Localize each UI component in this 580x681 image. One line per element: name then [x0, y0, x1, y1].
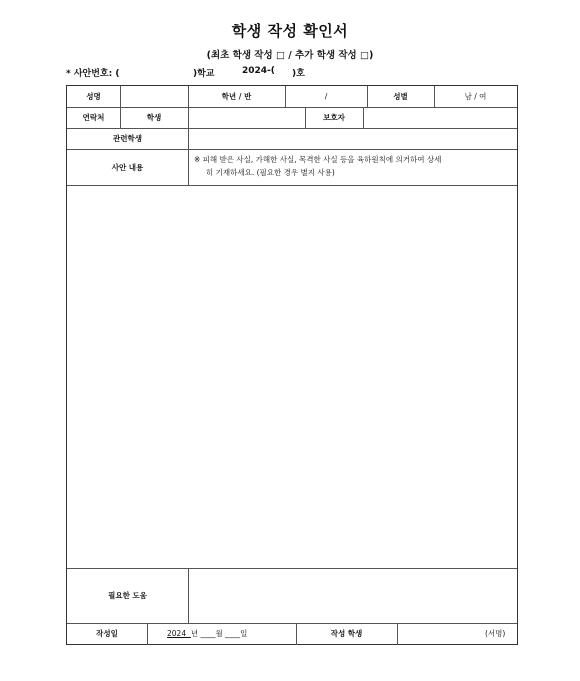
date-day-unit: 일: [240, 629, 248, 638]
grade-class-separator: /: [324, 92, 328, 101]
date-label: 작성일: [96, 629, 118, 638]
form-table: [66, 85, 518, 645]
incident-instruction-line1: ※ 피해 받은 사실, 가해한 사실, 목격한 사실 등을 육하원칙에 의거하여 상세: [194, 155, 442, 164]
date-year: 2024: [167, 629, 187, 638]
case-number-line: [66, 66, 516, 80]
name-label: 성명: [86, 92, 101, 101]
contact-guardian-label: 보호자: [323, 113, 345, 122]
date-month-unit: 월: [215, 629, 223, 638]
case-number-label: * 사안번호: (: [66, 69, 120, 79]
contact-student-label: 학생: [146, 113, 162, 122]
contact-label: 연락처: [82, 113, 105, 122]
form-title: 학생 작성 확인서: [231, 22, 349, 40]
incident-instruction-line2: 히 기재하세요. (필요한 경우 별지 사용): [206, 168, 335, 177]
school-label: )학교: [193, 69, 215, 79]
year-label: 2024-(: [242, 66, 275, 76]
date-month-blank: ____: [200, 629, 216, 638]
related-students-label: 관련학생: [113, 134, 142, 143]
gender-label: 성별: [393, 92, 408, 101]
grade-class-label: 학년 / 반: [221, 92, 252, 101]
date-day-blank: ____: [225, 629, 241, 638]
incident-content-label: 사안 내용: [111, 163, 144, 172]
date-year-unit: 년: [190, 629, 199, 638]
date-fields: [167, 629, 247, 639]
form-subtitle: (최초 학생 작성 □ / 추가 학생 작성 □): [206, 50, 374, 61]
help-needed-label: 필요한 도움: [108, 591, 147, 600]
signature-label: (서명): [485, 629, 506, 638]
number-label: )호: [292, 69, 305, 79]
gender-options: 남 / 여: [464, 92, 487, 101]
writer-student-label: 작성 학생: [330, 629, 363, 638]
